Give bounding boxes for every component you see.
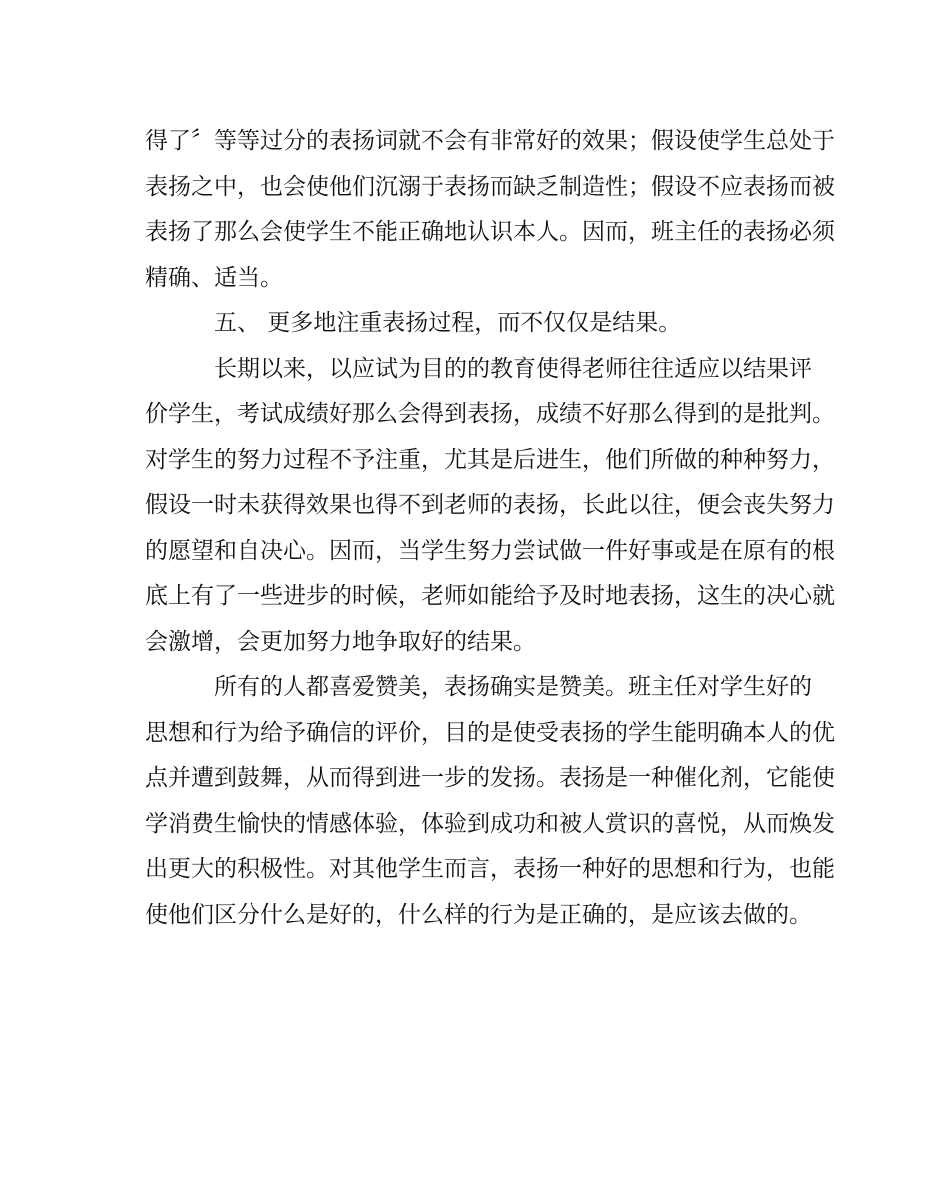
text-line: 长期以来，以应试为目的的教育使得老师往往适应以结果评 [214,355,812,382]
text-line: 使他们区分什么是好的，什么样的行为是正确的，是应该去做的。 [145,901,812,928]
paragraph-2 [145,347,835,666]
section-heading-5 [145,301,805,347]
text-line: 的愿望和自决心。因而，当学生努力尝试做一件好事或是在原有的根 [145,537,835,564]
text-line: 表扬了那么会使学生不能正确地认识本人。因而，班主任的表扬必须 [145,219,835,245]
text-line: 价学生，考试成绩好那么会得到表扬，成绩不好那么得到的是批判。 [145,401,835,427]
text-line: 所有的人都喜爱赞美，表扬确实是赞美。班主任对学生好的 [214,674,812,700]
text-line: 精确、适当。 [145,264,283,291]
text-line: 学消费生愉快的情感体验，体验到成功和被人赏识的喜悦，从而焕发 [145,810,835,837]
text-line: 思想和行为给予确信的评价，目的是使受表扬的学生能明确本人的优 [145,719,835,746]
paragraph-1 [145,119,835,301]
text-line: 点并遭到鼓舞，从而得到进一步的发扬。表扬是一种催化剂，它能使 [145,765,835,791]
text-line: 表扬之中，也会使他们沉溺于表扬而缺乏制造性；假设不应表扬而被 [145,173,835,200]
text-line: 出更大的积极性。对其他学生而言，表扬一种好的思想和行为，也能 [145,856,835,882]
text-line: 底上有了一些进步的时候，老师如能给予及时地表扬，这生的决心就 [145,583,835,609]
text-line: 会激增，会更加努力地争取好的结果。 [145,628,536,655]
heading-text: 五、 更多地注重表扬过程，而不仅仅是结果。 [214,310,682,336]
text-line: 对学生的努力过程不予注重，尤其是后进生，他们所做的种种努力， [145,446,835,473]
text-line: 得了〞等等过分的表扬词就不会有非常好的效果；假设使学生总处于 [145,128,835,154]
text-line: 假设一时未获得效果也得不到老师的表扬，长此以往，便会丧失努力 [145,492,835,518]
document-body [145,119,835,938]
paragraph-3 [145,665,835,938]
